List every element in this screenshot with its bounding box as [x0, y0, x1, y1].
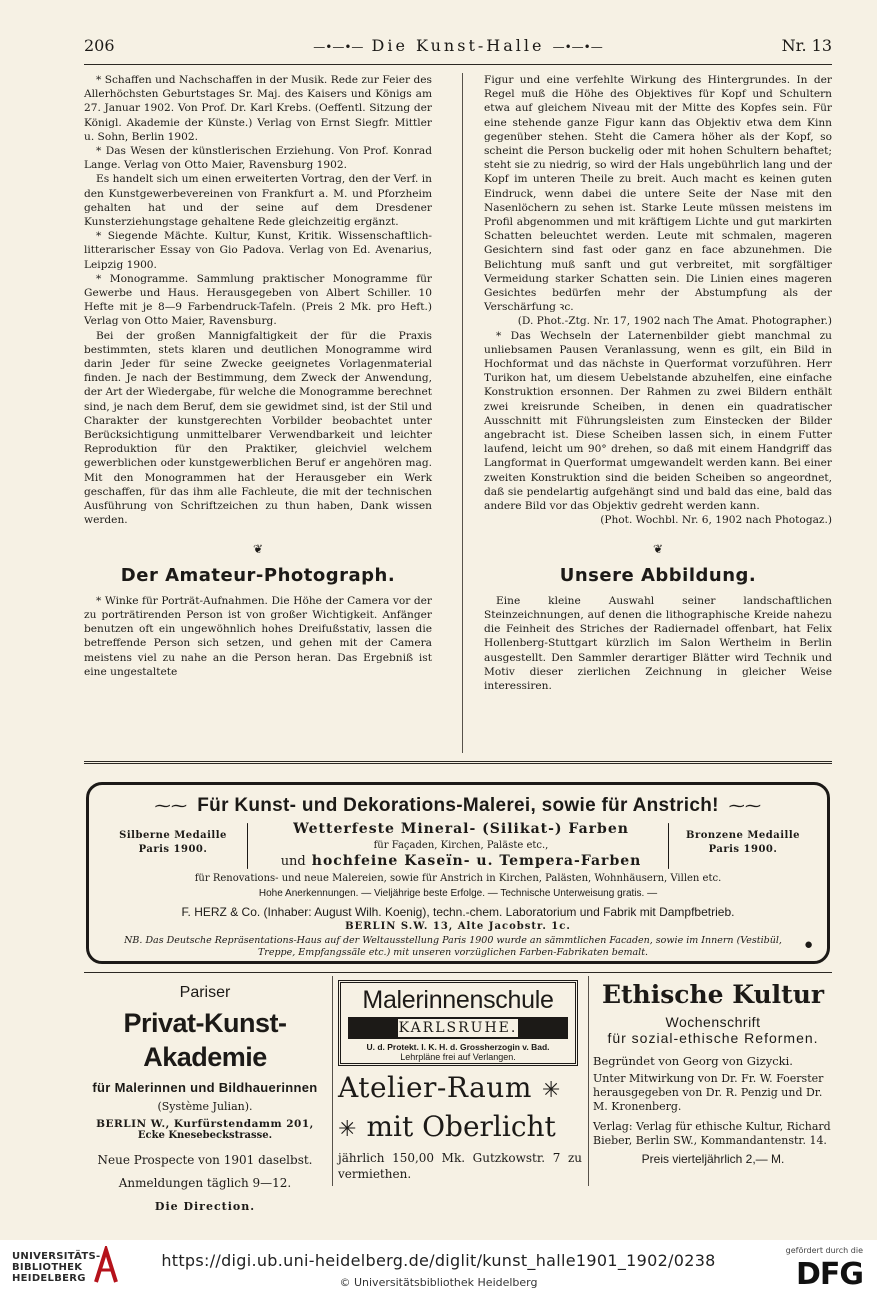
- section-heading-abbildung: Unsere Abbildung.: [559, 564, 757, 586]
- review-maechte: * Siegende Mächte. Kultur, Kunst, Kritik. Wissenschaftlich-litterarischer Essay von Gio Padova. Verlag von Ed. Avenarius, Leipzig 1900.: [84, 230, 432, 271]
- library-logo: UNIVERSITÄTS-BIBLIOTHEK HEIDELBERG: [12, 1251, 101, 1284]
- ad-herz-note: NB. Das Deutsche Repräsentations-Haus auf der Weltausstellung Paris 1900 wurde an sämmtlichen Facaden, sowie im Innern (Vestibül, Treppe, Empfangssäle etc.) mit unseren vorzüglichen Farben-Fabrikaten bemalt.: [124, 935, 782, 958]
- ad-herz-company: F. HERZ & Co. (Inhaber: August Wilh. Koenig), techn.-chem. Laboratorium und Fabrik mit Dampfbetrieb.: [181, 905, 735, 919]
- atelier-heading: Atelier-Raum ✳: [338, 1071, 561, 1104]
- ads-top-rule: [84, 761, 832, 764]
- page-header: [84, 30, 832, 60]
- medal-bronze: Bronzene Medaille Paris 1900.: [686, 830, 800, 855]
- left-column: [84, 73, 432, 679]
- malerinnen-frame: Malerinnenschule KARLSRUHE. U. d. Protekt. I. K. H. d. Grossherzogin v. Bad. Lehrpläne frei auf Verlangen.: [338, 980, 578, 1066]
- article-abbildung: Eine kleine Auswahl seiner landschaftlichen Steinzeichnungen, auf denen die lithographische Kreide nahezu die Feinheit des Striches der Radiernadel offenbart, hat Felix Hollenberg-Stuttgart kürzlich im Salon Wertheim in Berlin ausgestellt. Den Sammler derartiger Blätter wird Technik und Motiv dieser zierlichen Zeichnung in gleicher Weise interessiren.: [484, 594, 832, 692]
- ad-herz-uses: für Renovations- und neue Malereien, sowie für Anstrich in Kirchen, Palästen, Wohnhäusern, Villen etc.: [194, 873, 722, 884]
- review-musik: * Schaffen und Nachschaffen in der Musik. Rede zur Feier des Allerhöchsten Geburtstages Sr. Maj. des Kaisers und Königs am 27. Januar 1902. Von Prof. Dr. Karl Krebs. (Oeffentl. Sitzung der Königl. Akademie der Künste.) Verlag von Ernst Siegfr. Mittler u. Sohn, Berlin 1902.: [84, 74, 432, 143]
- ad-herz-product-2: und hochfeine Kaseïn- u. Tempera-Farben: [280, 853, 642, 869]
- citation: (D. Phot.-Ztg. Nr. 17, 1902 nach The Amat. Photographer.): [517, 315, 832, 328]
- swash-left-icon: ⁓⁓: [154, 798, 188, 815]
- snowflake-icon: ✳: [338, 1117, 357, 1142]
- ad-herz-claims: Hohe Anerkennungen. — Vieljährige beste Erfolge. — Technische Unterweisung gratis. —: [258, 888, 658, 899]
- brace-right: [668, 823, 669, 869]
- review-monogramme-body: Bei der großen Mannigfaltigkeit der für die Praxis bestimmten, stets klaren und deutlichen Monogramme wird darin Jeder für seine Zwecke geeignetes Vorlagenmaterial finden. Je nach der Bestimmung, dem Zweck der Anwendung, der Art der Wiedergabe, für welche die Monogramme berechnet sind, je nach dem Beruf, dem sie gewidmet sind, ist der Stil und Charakter der kunstgerechten Vorbilder beobachtet unter Berücksichtigung unmittelbarer Verwendbarkeit und leichter Reproduktion für den Praktiker, gleichviel welchem gewerblichen oder kunstgewerblichen Beruf er angehören mag. Mit den Monogrammen hat der Herausgeber ein Werk geschaffen, für das ihm alle Fachleute, die mit der technischen Ausführung von Schriftzeichen zu thun haben, Dank wissen werden.: [84, 329, 432, 527]
- ad-herz-product-1: Wetterfeste Mineral- (Silikat-) Farben: [293, 821, 629, 837]
- citation: (Phot. Wochbl. Nr. 6, 1902 nach Photogaz.): [600, 514, 832, 527]
- viewer-footer: [0, 1240, 877, 1300]
- article-portraet-cont: Figur und eine verfehlte Wirkung des Hintergrundes. In der Regel muß die Höhe des Objektives für Kopf und Schultern etwa auf gleichem Niveau mit der Mitte des Kopfes sein. Für eine stehende ganze Figur kann das Objektiv etwa dem Kinn gegenüber stehen. Steht die Camera höher als der Kopf, so scheint die Person buckelig oder mit hohen Schultern behaftet; steht sie zu niedrig, so wird der Hals ungebührlich lang und der Kopf im unteren Theile zu breit. Auch macht es keinen guten Eindruck, wenn dabei die untere Seite der Nase mit den Nasenlöchern zu sehen ist. Starke Leute müssen meistens im Profil abgenommen und mit kräftigem Lichte und gut markirten Schatten beleuchtet werden. Leute mit schmalen, mageren Gesichtern sind fast oder ganz en face abzunehmen. Die Belichtung muß sanft und gut verbreitet, mit sorgfältiger Vermeidung starker Schatten sein. Die Linien eines mageren Gesichtes bedürfen mehr der Abstumpfung als der Verschärfung ꝛc.: [484, 74, 832, 314]
- ads-middle-rule: [84, 972, 832, 973]
- advertisement-akademie: Pariser Privat-Kunst-Akademie für Malerinnen und Bildhauerinnen (Système Julian). BERLIN W., Kurfürstendamm 201, Ecke Knesebeckstrasse. Neue Prospecte von 1901 daselbst. Anmeldungen täglich 9—12. Die Direction.: [84, 980, 326, 1213]
- review-erziehung: * Das Wesen der künstlerischen Erziehung. Von Prof. Konrad Lange. Verlag von Otto Maier, Ravensburg 1902.: [84, 145, 432, 172]
- medal-silver: Silberne Medaille Paris 1900.: [119, 830, 227, 855]
- swash-right-icon: ⁓⁓: [728, 798, 762, 815]
- ornament-left-icon: —•—•—: [313, 40, 364, 54]
- ad-divider: [588, 976, 589, 1186]
- header-rule: [84, 64, 832, 65]
- copyright: © Universitätsbibliothek Heidelberg: [339, 1276, 538, 1289]
- advertisement-ethische-kultur: Ethische Kultur Wochenschrift für sozial-ethische Reformen. Begründet von Georg von Gizycki. Unter Mitwirkung von Dr. Fr. W. Foerster herausgegeben von Dr. R. Penzig und Dr. M. Kronenberg. Verlag: Verlag für ethische Kultur, Richard Bieber, Berlin SW., Kommandantenstr. 14. Preis vierteljährlich 2,— M.: [593, 980, 833, 1166]
- funding-note: gefördert durch die: [785, 1246, 863, 1255]
- running-title: —•—•— Die Kunst-Halle —•—•—: [313, 36, 603, 55]
- city-banner: KARLSRUHE.: [348, 1017, 568, 1039]
- atelier-text: jährlich 150,00 Mk. Gutzkowstr. 7 zu vermiethen.: [338, 1151, 582, 1181]
- kultur-title: Ethische Kultur: [601, 980, 825, 1009]
- ad-herz-address: BERLIN S.W. 13, Alte Jacobstr. 1c.: [345, 921, 571, 932]
- issue-number: Nr. 13: [781, 36, 832, 55]
- article-laternenbilder: * Das Wechseln der Laternenbilder giebt manchmal zu unliebsamen Pausen Veranlassung, wenn es gilt, ein Bild in Hochformat und das nächste in Querformat vorzuführen. Herr Turikon hat, um diesem Uebelstande abzuhelfen, eine einfache Konstruktion ersonnen. Der Rahmen zu zwei Bildern enthält zwei kreisrunde Scheiben, in denen ein quadratischer Ausschnitt mit Führungsleisten zum Einstecken der Bilder angebracht ist. Diese Scheiben lassen sich, in einem Futter laufend, leicht um 90° drehen, so daß mit einem Handgriff das Langformat in Querformat umgewandelt werden kann. Bei einer zweiten Konstruktion sind die beiden Scheiben so angeordnet, daß sie pendelartig aufgehängt sind und bald das eine, bald das andere Bild vor das Objektiv gedreht werden kann.: [484, 329, 832, 513]
- review-erziehung-body: Es handelt sich um einen erweiterten Vortrag, den der Verf. in den Kunstgewerbevereinen von Frankfurt a. M. und Pforzheim gehalten hat und der seine auf dem Dresdener Kunsterziehungstage gehaltene Rede gleichzeitig ergänzt.: [84, 173, 432, 229]
- dfg-logo: DFG: [795, 1257, 863, 1292]
- bullet-icon: ●: [803, 936, 813, 953]
- ad-divider: [332, 976, 333, 1186]
- advertisement-herz: [86, 782, 830, 964]
- article-portraet: * Winke für Porträt-Aufnahmen. Die Höhe der Camera vor der zu porträtirenden Person ist von großer Wichtigkeit. Anfänger benutzen oft ein ungewöhnlich hohes Dreifußstativ, lassen die betreffende Person sich setzen, und gehen mit der Camera meistens viel zu nahe an die Person heran. Das Ergebniß ist eine ungestaltete: [84, 594, 432, 678]
- column-divider: [462, 73, 463, 753]
- fleuron-divider-icon: ❦: [652, 541, 664, 556]
- ornament-right-icon: —•—•—: [552, 40, 603, 54]
- section-heading-amateur: Der Amateur-Photograph.: [120, 564, 396, 586]
- snowflake-icon: ✳: [541, 1078, 561, 1103]
- ad-herz-product-uses: für Façaden, Kirchen, Paläste etc.,: [373, 840, 549, 851]
- permalink[interactable]: https://digi.ub.uni-heidelberg.de/diglit/kunst_halle1901_1902/0238: [161, 1251, 716, 1270]
- brace-left: [247, 823, 248, 869]
- review-monogramme: * Monogramme. Sammlung praktischer Monogramme für Gewerbe und Haus. Herausgegeben von Albert Schiller. 10 Hefte mit je 8—9 Farbendruck-Tafeln. (Preis 2 Mk. pro Heft.) Verlag von Otto Maier, Ravensburg.: [84, 272, 432, 328]
- right-column: [484, 73, 832, 693]
- advertisement-malerinnenschule: [338, 980, 582, 1182]
- ad-herz-title: ⁓⁓ Für Kunst- und Dekorations-Malerei, sowie für Anstrich! ⁓⁓: [89, 795, 827, 817]
- fleuron-divider-icon: ❦: [252, 541, 264, 556]
- oberlicht-heading: ✳ mit Oberlicht: [338, 1110, 556, 1143]
- page-number: 206: [84, 36, 115, 55]
- malerinnen-title: Malerinnenschule: [362, 986, 554, 1014]
- akademie-title: Privat-Kunst-Akademie: [123, 1008, 287, 1072]
